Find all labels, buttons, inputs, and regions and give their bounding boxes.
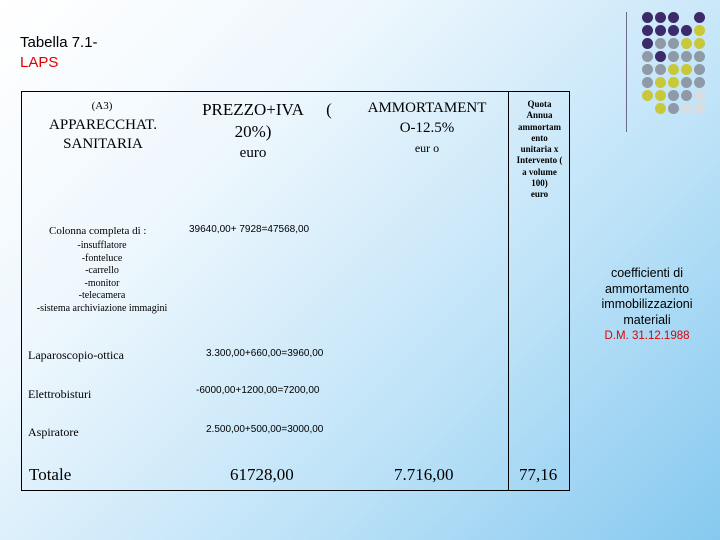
decor-dot (642, 12, 653, 23)
header-quota-line: Quota (527, 99, 552, 109)
decor-dot (655, 90, 666, 101)
note-coefficienti (585, 266, 709, 343)
ammortamento-table (21, 91, 570, 491)
row-colonna-items (22, 240, 182, 315)
decor-dot (655, 25, 666, 36)
decor-dot (642, 25, 653, 36)
note-line: immobilizzazioni (601, 297, 693, 312)
header-quota-line: unitaria x (520, 144, 559, 154)
decor-dot (694, 90, 705, 101)
header-quota-line: Annua (526, 110, 553, 121)
header-prezzo-iva: PREZZO+IVA (202, 100, 304, 119)
header-euro: euro (239, 145, 267, 161)
decor-dot (642, 38, 653, 49)
header-quota-line: Intervento ( (516, 155, 563, 166)
decor-dot (642, 64, 653, 75)
header-aliquota: O-12.5% (399, 120, 455, 136)
decor-dot (681, 51, 692, 62)
list-item: -insufflatore (77, 240, 127, 251)
decor-dot (681, 25, 692, 36)
decor-dot (694, 12, 705, 23)
decor-dot (668, 12, 679, 23)
decor-dot (694, 103, 705, 114)
decor-dot-grid (640, 12, 720, 112)
decor-dot (668, 38, 679, 49)
header-quota-line: ammortam (518, 121, 561, 132)
row-totale-label: Totale (29, 465, 72, 484)
row-laparoscopio-value: 3.300,00+660,00=3960,00 (206, 348, 324, 359)
note-line: coefficienti di (610, 266, 684, 280)
list-item: -fonteluce (81, 252, 123, 264)
decor-dot (642, 51, 653, 62)
decor-dot (668, 90, 679, 101)
list-item: -monitor (84, 277, 120, 289)
note-reference: D.M. 31.12.1988 (604, 329, 690, 342)
decor-dot (694, 64, 705, 75)
header-apparecchiature: APPARECCHAT. (49, 117, 157, 133)
decor-dot (668, 51, 679, 62)
note-line: ammortamento (604, 281, 690, 296)
decor-dot (642, 90, 653, 101)
header-quota-line: a volume (522, 166, 557, 177)
header-ammortamento: AMMORTAMENT (367, 100, 487, 116)
decor-dot (668, 64, 679, 75)
row-aspiratore-label: Aspiratore (28, 425, 79, 439)
decor-dot (668, 103, 679, 114)
decor-dot (681, 64, 692, 75)
slide-subtitle: LAPS (20, 54, 59, 71)
row-totale-quota: 77,16 (519, 465, 558, 484)
decor-dot (681, 90, 692, 101)
decor-dot (681, 38, 692, 49)
slide-title: Tabella 7.1- (20, 34, 98, 51)
header-quota-line: 100) (531, 177, 548, 188)
header-iva-percent: 20%) (234, 122, 272, 141)
header-sanitaria: SANITARIA (63, 136, 143, 152)
decor-dot (681, 77, 692, 88)
header-quota-annua (509, 99, 570, 200)
row-elettrobisturi-value: -6000,00+1200,00=7200,00 (196, 385, 320, 396)
list-item: -sistema archiviazione immagini (36, 302, 168, 314)
decor-dot (655, 51, 666, 62)
row-colonna-label: Colonna completa di : (49, 225, 147, 237)
decor-dot (694, 25, 705, 36)
decor-dot (655, 103, 666, 114)
decor-vertical-line (626, 12, 627, 132)
decor-dot (655, 77, 666, 88)
header-code: (A3) (91, 100, 113, 112)
header-paren: ( (326, 100, 332, 119)
row-colonna-value: 39640,00+ 7928=47568,00 (189, 224, 310, 235)
header-quota-line: ento (531, 132, 548, 143)
decor-dot (694, 77, 705, 88)
decor-dot (694, 51, 705, 62)
header-euro-2: eur o (414, 141, 440, 155)
decor-dot (655, 12, 666, 23)
decor-dot (642, 77, 653, 88)
row-elettrobisturi-label: Elettrobisturi (28, 387, 92, 401)
row-aspiratore-value: 2.500,00+500,00=3000,00 (206, 424, 324, 435)
decor-dot (668, 25, 679, 36)
decor-dot (655, 38, 666, 49)
row-totale-prezzo: 61728,00 (230, 465, 294, 484)
list-item: -carrello (85, 265, 119, 276)
header-quota-line: euro (530, 189, 549, 199)
list-item: -telecamera (78, 290, 126, 301)
decor-dot (694, 38, 705, 49)
row-laparoscopio-label: Laparoscopio-ottica (28, 348, 124, 362)
decor-dot (668, 77, 679, 88)
note-line: materiali (623, 312, 671, 327)
row-totale-ammortamento: 7.716,00 (394, 465, 454, 484)
decor-dot (655, 64, 666, 75)
decor-dot (681, 103, 692, 114)
